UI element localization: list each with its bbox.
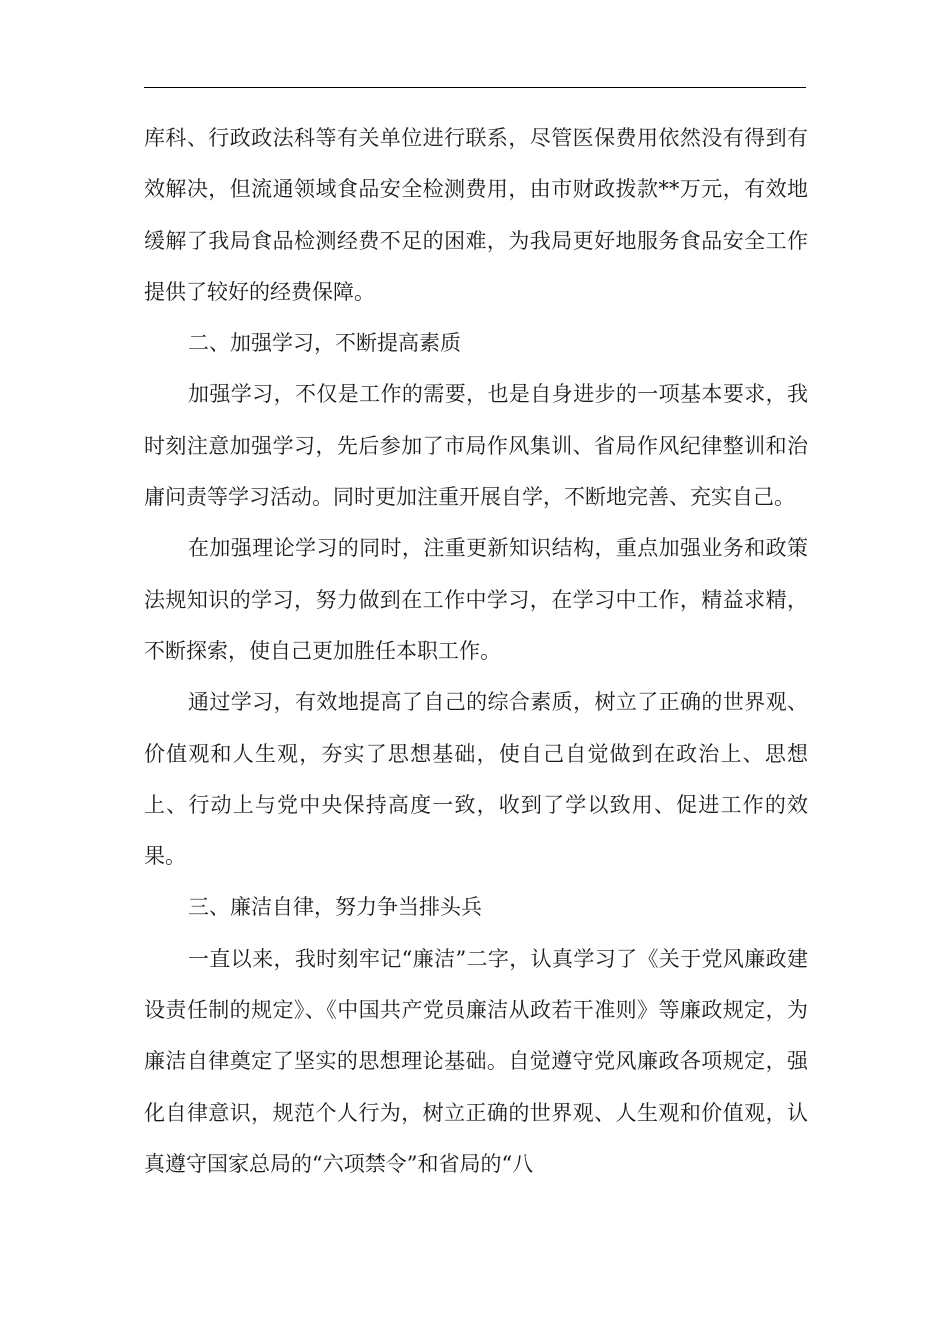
paragraph: 在加强理论学习的同时，注重更新知识结构，重点加强业务和政策法规知识的学习，努力做到在工作中学习，在学习中工作，精益求精，不断探索，使自己更加胜任本职工作。 <box>144 536 808 663</box>
document-body <box>144 113 808 1190</box>
paragraph: 通过学习，有效地提高了自己的综合素质，树立了正确的世界观、价值观和人生观，夯实了思想基础，使自己自觉做到在政治上、思想上、行动上与党中央保持高度一致，收到了学以致用、促进工作的效果。 <box>144 690 808 869</box>
header-rule <box>144 87 806 88</box>
paragraph: 加强学习，不仅是工作的需要，也是自身进步的一项基本要求，我时刻注意加强学习，先后参加了市局作风集训、省局作风纪律整训和治庸问责等学习活动。同时更加注重开展自学，不断地完善、充实自己。 <box>144 382 808 510</box>
paragraph: 一直以来，我时刻牢记“廉洁”二字，认真学习了《关于党风廉政建设责任制的规定》、《中国共产党员廉洁从政若干准则》等廉政规定，为廉洁自律奠定了坚实的思想理论基础。自觉遵守党风廉政各项规定，强化自律意识，规范个人行为，树立正确的世界观、人生观和价值观，认真遵守国家总局的“六项禁令”和省局的“八 <box>144 946 808 1176</box>
section-heading-3: 三、廉洁自律，努力争当排头兵 <box>188 895 482 920</box>
paragraph-continuation: 库科、行政政法科等有关单位进行联系，尽管医保费用依然没有得到有效解决，但流通领域食品安全检测费用，由市财政拨款**万元，有效地缓解了我局食品检测经费不足的困难，为我局更好地服务食品安全工作提供了较好的经费保障。 <box>144 126 808 304</box>
section-heading-2: 二、加强学习，不断提高素质 <box>188 331 461 356</box>
